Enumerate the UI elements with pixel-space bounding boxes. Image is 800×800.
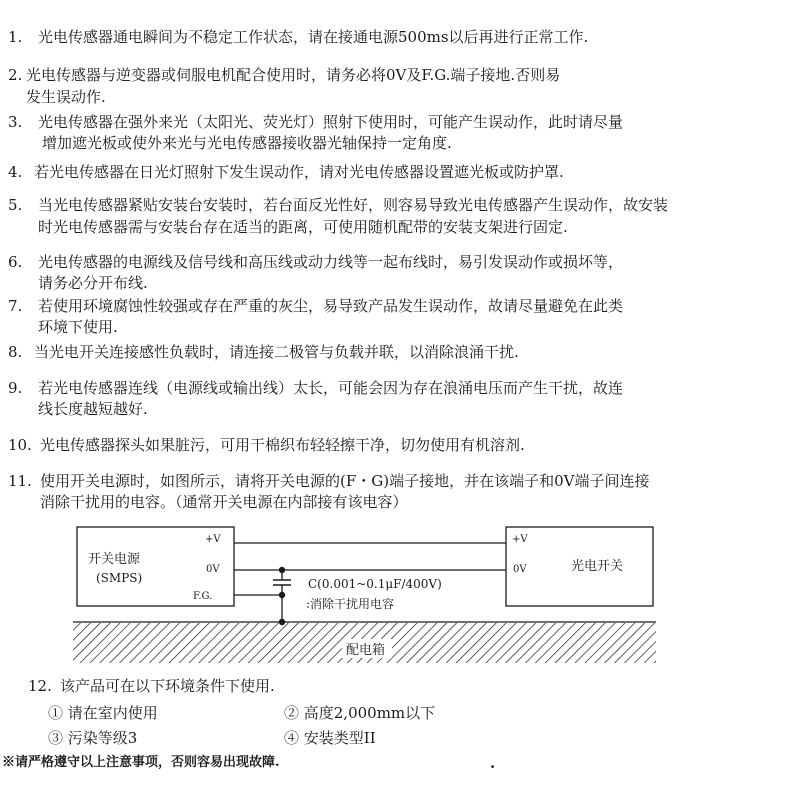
condition-item: ④ 安装类型II [284,729,376,747]
item-text: 光电传感器与逆变器或伺服电机配合使用时，请务必将0V及F.G.端子接地.否则易 [26,66,561,84]
item-text: 光电传感器探头如果脏污，可用干棉织布轻轻擦干净，切勿使用有机溶剂. [40,436,525,454]
item-text: 若光电传感器在日光灯照射下发生误动作，请对光电传感器设置遮光板或防护罩. [34,163,564,181]
item-number: 2. [8,66,23,84]
condition-item: ① 请在室内使用 [48,704,158,722]
item-text-cont: 环境下使用. [38,318,118,336]
item-number: 10. [8,436,32,454]
sensor-terminal-0v: 0V [513,564,527,575]
smps-label: 开关电源 [88,552,141,567]
cap-desc-label: :消除干扰用电容 [306,597,395,611]
trailing-dot: . [490,754,496,772]
item-number: 9. [8,379,23,397]
smps-terminal-v: +V [205,534,221,545]
sensor-terminal-v: +V [512,534,528,545]
cap-value-label: C(0.001~0.1μF/400V) [308,577,442,591]
item-number: 5. [8,196,23,214]
ground-label: 配电箱 [346,643,386,658]
item-number: 3. [8,113,23,131]
item-text: 使用开关电源时，如图所示，请将开关电源的(F・G)端子接地，并在该端子和0V端子间连接 [40,472,650,490]
item-text: 该产品可在以下环境条件下使用. [60,677,275,695]
smps-terminal-0v: 0V [206,564,220,575]
item-text: 光电传感器通电瞬间为不稳定工作状态，请在接通电源500ms以后再进行正常工作. [38,28,589,46]
item-number: 8. [8,343,23,361]
condition-item: ② 高度2,000mm以下 [284,704,436,722]
item-text: 若使用环境腐蚀性较强或存在严重的灰尘，易导致产品发生误动作，故请尽量避免在此类 [38,297,624,315]
item-number: 7. [8,297,23,315]
smps-sublabel: (SMPS) [96,571,143,585]
item-text-cont: 增加遮光板或使外来光与光电传感器接收器光轴保持一定角度. [42,134,452,152]
item-text-cont: 请务必分开布线. [38,274,148,292]
item-number: 6. [8,253,23,271]
sensor-label: 光电开关 [571,559,624,574]
item-number: 1. [8,28,23,46]
smps-terminal-fg: F.G. [193,591,213,602]
item-text-cont: 时光电传感器需与安装台存在适当的距离，可使用随机配带的安装支架进行固定. [38,218,568,236]
item-text-cont: 消除干扰用的电容。（通常开关电源在内部接有该电容） [40,493,408,511]
item-text: 若光电传感器连线（电源线或输出线）太长，可能会因为存在浪涌电压而产生干扰，故连 [38,379,624,397]
item-text: 当光电开关连接感性负载时，请连接二极管与负载并联，以消除浪涌干扰. [34,343,519,361]
item-text-cont: 线长度越短越好. [38,400,148,418]
item-text: 当光电传感器紧贴安装台安装时，若台面反光性好，则容易导致光电传感器产生误动作，故安装 [38,196,669,214]
item-text: 光电传感器在强外来光（太阳光、荧光灯）照射下使用时，可能产生误动作，此时请尽量 [38,113,624,131]
junction-0v [279,567,285,573]
item-number: 12. [28,677,52,695]
item-text-cont: 发生误动作. [26,88,106,106]
item-number: 11. [8,472,32,490]
warning-text: ※请严格遵守以上注意事项，否则容易出现故障. [2,755,280,770]
item-number: 4. [8,163,23,181]
item-text: 光电传感器的电源线及信号线和高压线或动力线等一起布线时，易引发误动作或损坏等， [38,253,624,271]
junction-fg [279,592,285,598]
condition-item: ③ 污染等级3 [48,729,138,747]
